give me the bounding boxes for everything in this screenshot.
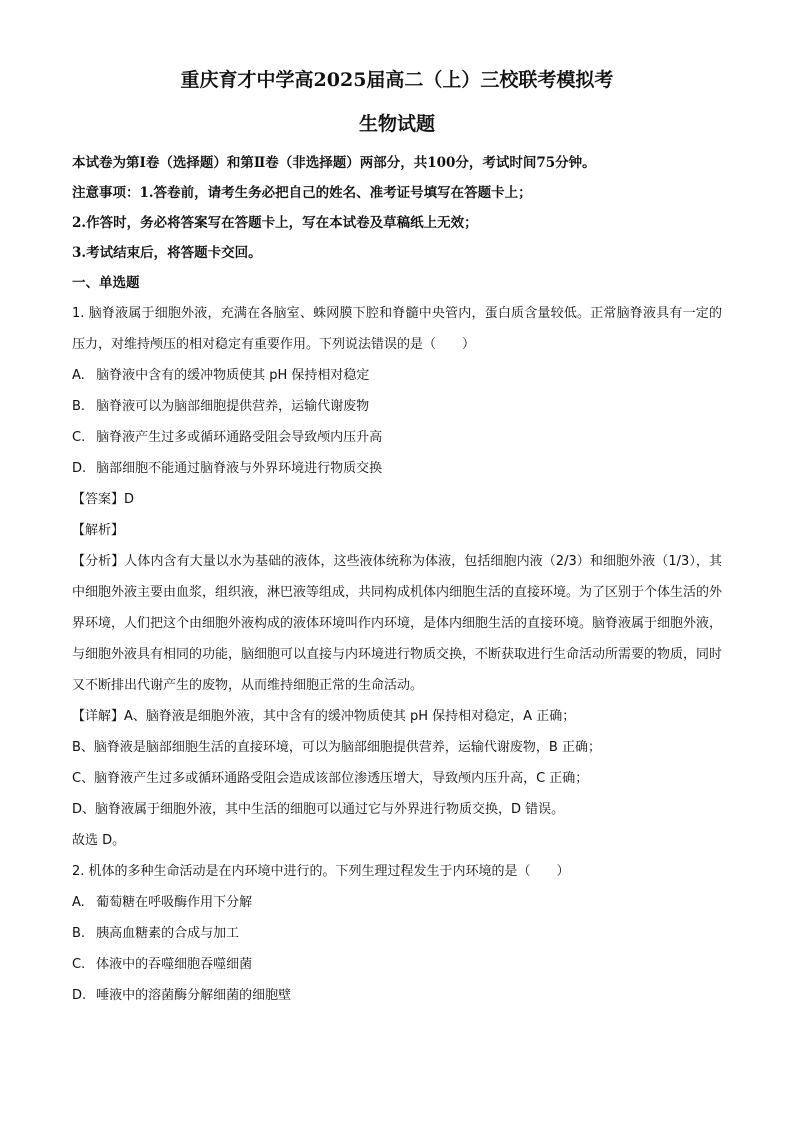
question-1-option-c: [72, 422, 722, 453]
option-text: 体液中的吞噬细胞吞噬细菌: [96, 957, 253, 972]
question-1-option-d: [72, 453, 722, 484]
option-text: 脑部细胞不能通过脑脊液与外界环境进行物质交换: [96, 461, 383, 476]
option-text: 葡萄糖在呼吸酶作用下分解: [96, 895, 253, 910]
question-1-detail-c: C、脑脊液产生过多或循环通路受阻会造成该部位渗透压增大，导致颅内压升高，C 正确；: [72, 771, 589, 786]
question-1-analysis-label: 【解析】: [72, 523, 125, 538]
exam-title: 重庆育才中学高2025届高二（上）三校联考模拟考: [180, 69, 614, 91]
question-1-stem: 1. 脑脊液属于细胞外液，充满在各脑室、蛛网膜下腔和脊髓中央管内，蛋白质含量较低。正常脑脊液具有一定的压力，对维持颅压的相对稳定有重要作用。下列说法错误的是（ ）: [72, 306, 722, 352]
option-text: 胰高血糖素的合成与加工: [96, 926, 240, 941]
exam-intro: 本试卷为第Ⅰ卷（选择题）和第Ⅱ卷（非选择题）两部分，共100分，考试时间75分钟。: [72, 155, 596, 171]
exam-subject: 生物试题: [358, 113, 435, 135]
question-2-option-b: [72, 918, 722, 949]
question-1-detail-b: B、脑脊液是脑部细胞生活的直接环境，可以为脑部细胞提供营养，运输代谢废物，B 正确；: [72, 740, 601, 755]
option-key: D.: [72, 988, 87, 1003]
question-1-conclusion: 故选 D。: [72, 833, 126, 848]
note-2: 2.作答时，务必将答案写在答题卡上，写在本试卷及草稿纸上无效；: [72, 215, 478, 231]
note-1: 注意事项：1.答卷前，请考生务必把自己的姓名、准考证号填写在答题卡上；: [72, 185, 532, 201]
option-text: 脑脊液可以为脑部细胞提供营养，运输代谢废物: [96, 399, 370, 414]
option-key: D.: [72, 461, 87, 476]
question-2-option-d: [72, 980, 722, 1011]
option-key: C.: [72, 430, 86, 445]
option-key: A.: [72, 895, 85, 910]
question-1-answer: 【答案】D: [72, 492, 135, 507]
question-2-option-c: [72, 949, 722, 980]
question-1-option-a: [72, 360, 722, 391]
question-1-detail-d: D、脑脊液属于细胞外液，其中生活的细胞可以通过它与外界进行物质交换，D 错误。: [72, 802, 565, 817]
option-key: C.: [72, 957, 86, 972]
question-1-analysis: 【分析】人体内含有大量以水为基础的液体，这些液体统称为体液，包括细胞内液（2/3）和细胞外液（1/3），其中细胞外液主要由血浆，组织液，淋巴液等组成，共同构成机体内细胞生活的直接环境。为了区别于个体生活的外界环境，人们把这个由细胞外液构成的液体环境叫作内环境，是体内细胞生活的直接环境。脑脊液属于细胞外液，与细胞外液具有相同的功能，脑细胞可以直接与内环境进行物质交换，不断获取进行生命活动所需要的物质，同时又不断排出代谢产生的废物，从而维持细胞正常的生命活动。: [72, 554, 723, 693]
option-text: 脑脊液产生过多或循环通路受阻会导致颅内压升高: [96, 430, 383, 445]
option-key: B.: [72, 399, 86, 414]
question-2-option-a: [72, 887, 722, 918]
note-3: 3.考试结束后，将答题卡交回。: [72, 245, 262, 261]
section-title: 一、单选题: [72, 275, 140, 291]
option-key: A.: [72, 368, 85, 383]
option-text: 唾液中的溶菌酶分解细菌的细胞壁: [96, 988, 292, 1003]
option-key: B.: [72, 926, 86, 941]
question-1-option-b: [72, 391, 722, 422]
question-2-stem: 2. 机体的多种生命活动是在内环境中进行的。下列生理过程发生于内环境的是（ ）: [72, 864, 570, 879]
question-1-detail-a: 【详解】A、脑脊液是细胞外液，其中含有的缓冲物质使其 pH 保持相对稳定，A 正确；: [72, 709, 576, 724]
option-text: 脑脊液中含有的缓冲物质使其 pH 保持相对稳定: [96, 368, 370, 383]
